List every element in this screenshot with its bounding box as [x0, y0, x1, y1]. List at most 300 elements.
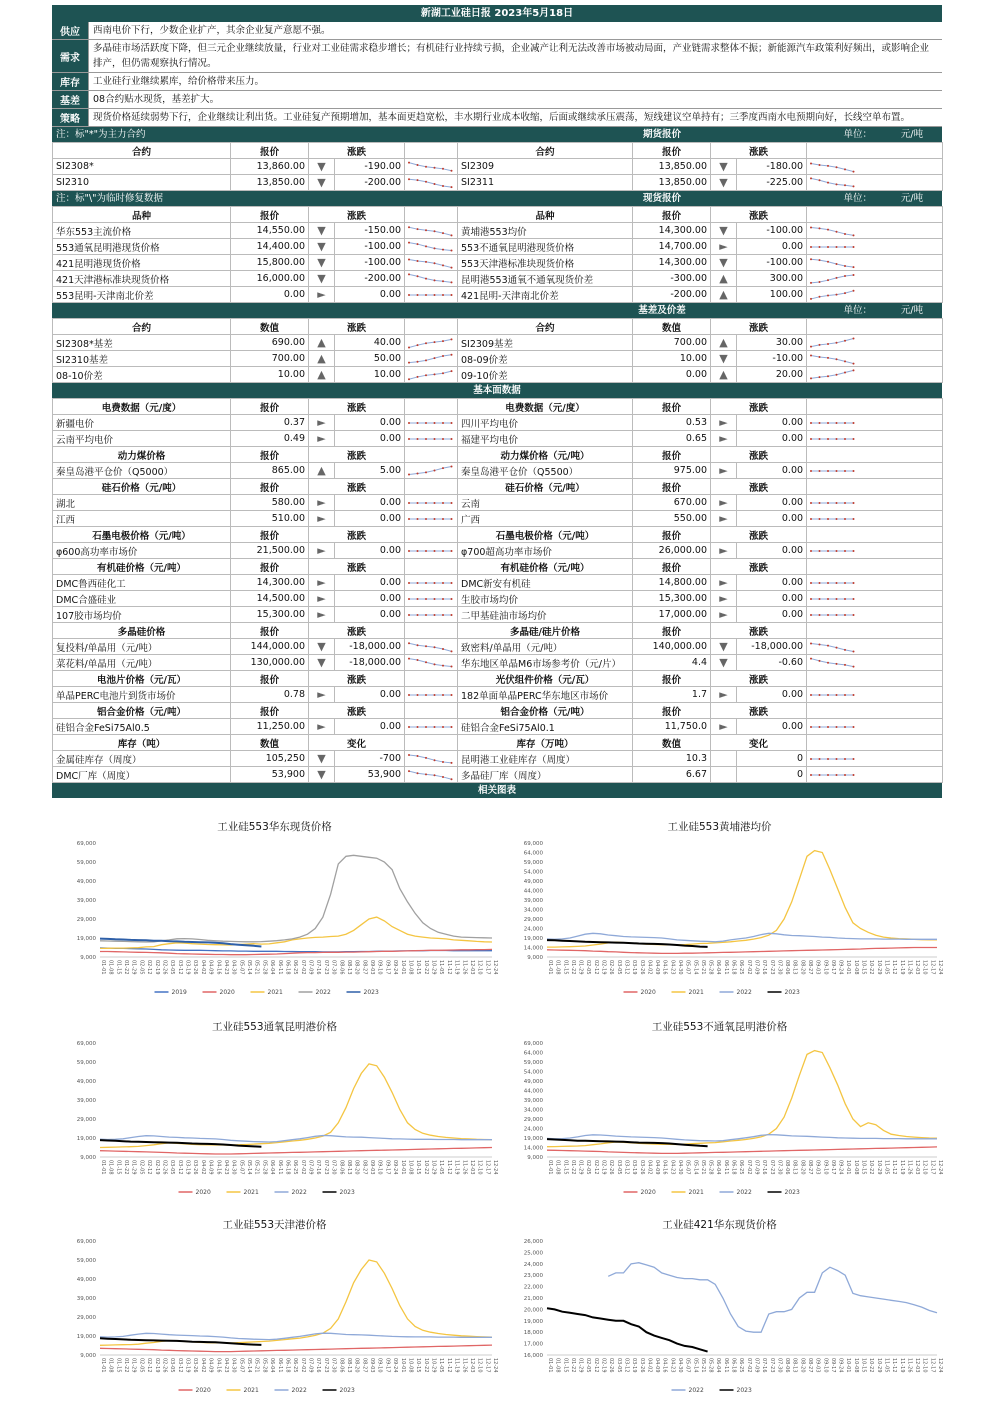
table-row	[53, 415, 943, 431]
sparkline-point	[836, 246, 838, 248]
arrow-up-icon: ▲	[317, 463, 326, 477]
x-tick-label: 04-02	[646, 1160, 653, 1175]
trend-arrow-cell	[711, 175, 737, 191]
sparkline-cell	[405, 175, 458, 191]
sparkline-point	[434, 550, 436, 552]
x-tick-label: 10-29	[430, 960, 437, 975]
y-tick-label: 69,000	[523, 1041, 543, 1047]
sparkline-point	[810, 226, 812, 228]
item-change: -100.00	[737, 223, 807, 239]
x-tick-label: 05-07	[684, 1160, 691, 1175]
strategy-text: 工业硅行业继续累库，给价格带来压力。	[88, 73, 942, 90]
x-tick-label: 11-19	[453, 1160, 460, 1175]
sparkline-point	[810, 438, 812, 440]
sparkline-point	[408, 473, 410, 475]
sparkline-path	[409, 162, 452, 170]
item-value: 10.00	[231, 367, 309, 383]
item-change: 0.00	[335, 415, 405, 431]
sparkline-point	[451, 438, 453, 440]
item-value: 550.00	[633, 511, 711, 527]
sparkline-point	[819, 227, 821, 229]
sparkline-point	[451, 614, 453, 616]
table-row	[53, 751, 943, 767]
x-tick-label: 10-15	[415, 1358, 422, 1373]
item-value: 13,850.00	[633, 175, 711, 191]
arrow-down-icon: ▼	[317, 175, 326, 189]
sparkline-point	[434, 598, 436, 600]
x-tick-label: 10-29	[875, 960, 882, 975]
y-tick-label: 64,000	[523, 850, 543, 857]
sparkline-point	[417, 502, 419, 504]
x-tick-label: 10-15	[415, 1160, 422, 1175]
y-tick-label: 69,000	[76, 1239, 96, 1245]
sparkline-point	[417, 438, 419, 440]
arrow-up-icon: ▲	[317, 351, 326, 365]
x-tick-label: 07-16	[761, 1160, 768, 1175]
sparkline-point	[827, 758, 829, 760]
arrow-right-icon: ►	[719, 463, 728, 477]
sparkline-point	[810, 657, 812, 659]
item-value: 580.00	[231, 495, 309, 511]
sparkline	[807, 640, 859, 654]
x-tick-label: 09-24	[837, 1160, 844, 1175]
x-tick-label: 04-09	[654, 960, 661, 975]
sparkline-point	[451, 582, 453, 584]
item-change: 0.00	[737, 543, 807, 559]
sparkline-cell	[405, 687, 458, 703]
arrow-right-icon: ►	[719, 607, 728, 621]
header-value: 数值	[231, 735, 309, 751]
item-change: 0.00	[737, 463, 807, 479]
sparkline-point	[408, 550, 410, 552]
item-name: SI2308*基差	[53, 335, 231, 351]
report	[52, 5, 942, 798]
series-line-2020	[100, 1345, 492, 1352]
y-tick-label: 49,000	[523, 879, 543, 885]
sparkline-cell	[807, 239, 943, 255]
x-tick-label: 05-28	[707, 960, 714, 975]
sparkline	[807, 432, 859, 446]
sparkline	[807, 496, 859, 510]
chart-4	[52, 1203, 497, 1401]
trend-arrow-cell	[309, 655, 335, 671]
table-header-row	[53, 143, 943, 159]
sparkline-point	[844, 422, 846, 424]
y-tick-label: 19,000	[76, 936, 96, 942]
y-tick-label: 9,000	[527, 955, 543, 961]
y-tick-label: 29,000	[523, 917, 543, 923]
sparkline-point	[836, 774, 838, 776]
sparkline-point	[451, 249, 453, 251]
header-value: 数值	[633, 319, 711, 335]
sparkline	[807, 288, 859, 302]
item-value: 26,000.00	[633, 543, 711, 559]
spot-bar	[52, 191, 942, 206]
sparkline-cell	[405, 271, 458, 287]
x-tick-label: 05-28	[261, 1160, 268, 1175]
y-tick-label: 29,000	[76, 917, 96, 923]
sparkline-point	[853, 289, 855, 291]
y-tick-label: 64,000	[523, 1050, 543, 1057]
x-tick-label: 08-06	[784, 960, 791, 975]
sparkline-point	[451, 550, 453, 552]
sparkline-point	[810, 162, 812, 164]
x-tick-label: 03-19	[631, 1160, 638, 1175]
table-header-row	[53, 447, 943, 463]
item-value: 15,300.00	[633, 591, 711, 607]
table-header-row	[53, 623, 943, 639]
strategy-text: 西南电价下行，少数企业扩产，其余企业复产意愿不强。	[88, 22, 942, 39]
item-change: 5.00	[335, 463, 405, 479]
x-tick-label: 10-01	[845, 960, 852, 975]
spot-unit-label: 单位：	[843, 193, 872, 204]
sparkline-point	[442, 438, 444, 440]
sparkline-point	[844, 726, 846, 728]
sparkline-point	[844, 663, 846, 665]
item-change: -100.00	[737, 255, 807, 271]
x-tick-label: 11-26	[906, 960, 913, 975]
header-change: 涨跌	[309, 399, 405, 415]
item-name: 福建平均电价	[458, 431, 633, 447]
sparkline-point	[819, 659, 821, 661]
sparkline-point	[853, 234, 855, 236]
arrow-down-icon: ▼	[719, 159, 728, 173]
header-spacer	[405, 447, 458, 463]
x-tick-label: 05-14	[246, 1358, 253, 1373]
item-name: SI2310基差	[53, 351, 231, 367]
x-tick-label: 01-08	[554, 960, 561, 975]
x-tick-label: 12-03	[468, 1358, 475, 1373]
x-tick-label: 05-21	[699, 960, 706, 975]
sparkline-path	[409, 466, 452, 474]
sparkline-point	[819, 295, 821, 297]
sparkline	[807, 512, 859, 526]
x-tick-label: 12-03	[914, 1160, 921, 1175]
sparkline-point	[425, 165, 427, 167]
trend-arrow-cell	[309, 607, 335, 623]
sparkline-point	[434, 614, 436, 616]
sparkline-point	[810, 470, 812, 472]
table-row	[53, 367, 943, 383]
x-tick-label: 04-30	[230, 1160, 237, 1175]
sparkline-point	[844, 694, 846, 696]
y-tick-label: 29,000	[76, 1117, 96, 1123]
trend-arrow-cell	[711, 351, 737, 367]
spot-table	[52, 206, 943, 303]
y-tick-label: 39,000	[76, 1098, 96, 1104]
sparkline-point	[451, 694, 453, 696]
x-tick-label: 05-07	[684, 1358, 691, 1373]
y-tick-label: 9,000	[80, 1155, 96, 1161]
sparkline-point	[819, 246, 821, 248]
sparkline-point	[442, 518, 444, 520]
y-tick-label: 24,000	[523, 926, 543, 933]
x-tick-label: 04-23	[222, 1160, 229, 1175]
sparkline-point	[844, 184, 846, 186]
x-tick-label: 06-25	[292, 1160, 299, 1175]
y-tick-label: 24,000	[523, 1126, 543, 1133]
sparkline-point	[810, 354, 812, 356]
sparkline	[405, 432, 457, 446]
header-value: 数值	[231, 319, 309, 335]
x-tick-label: 03-19	[184, 1358, 191, 1373]
sparkline	[807, 272, 859, 286]
sparkline-point	[827, 518, 829, 520]
trend-arrow-cell	[711, 159, 737, 175]
sparkline-path	[409, 354, 452, 362]
x-tick-label: 03-12	[623, 1160, 630, 1175]
sparkline-point	[844, 598, 846, 600]
header-spacer	[807, 447, 943, 463]
sparkline-point	[853, 246, 855, 248]
series-line-2020	[547, 1147, 937, 1154]
arrow-up-icon: ▲	[719, 271, 728, 285]
item-name: 湖北	[53, 495, 231, 511]
sparkline-point	[451, 338, 453, 340]
sparkline-cell	[807, 607, 943, 623]
x-tick-label: 03-19	[631, 960, 638, 975]
sparkline-point	[442, 664, 444, 666]
item-value: 16,000.00	[231, 271, 309, 287]
x-tick-label: 05-14	[692, 1358, 699, 1373]
sparkline-point	[819, 758, 821, 760]
sparkline-point	[836, 183, 838, 185]
x-tick-label: 02-05	[138, 960, 145, 975]
sparkline-path	[811, 370, 854, 378]
table-header-row	[53, 527, 943, 543]
trend-arrow-cell	[309, 495, 335, 511]
x-tick-label: 02-26	[161, 1160, 168, 1175]
header-change: 涨跌	[711, 527, 807, 543]
x-tick-label: 04-23	[222, 1358, 229, 1373]
item-change: -200.00	[335, 175, 405, 191]
item-value: 690.00	[231, 335, 309, 351]
x-tick-label: 11-19	[898, 960, 905, 975]
sparkline-cell	[405, 751, 458, 767]
sparkline	[807, 752, 859, 766]
sparkline-point	[853, 726, 855, 728]
sparkline-point	[425, 756, 427, 758]
trend-arrow-cell	[711, 287, 737, 303]
spot-section	[52, 191, 942, 303]
x-tick-label: 04-30	[677, 960, 683, 975]
sparkline-cell	[405, 575, 458, 591]
sparkline-point	[425, 229, 427, 231]
trend-arrow-cell	[711, 335, 737, 351]
x-tick-label: 04-16	[215, 960, 222, 975]
sparkline-point	[425, 342, 427, 344]
chart-3	[497, 1005, 942, 1203]
header-name: 有机硅价格（元/吨）	[458, 559, 633, 575]
x-tick-label: 12-03	[468, 960, 475, 975]
arrow-down-icon: ▼	[317, 239, 326, 253]
sparkline-point	[819, 280, 821, 282]
table-row	[53, 639, 943, 655]
item-change: 0.00	[737, 495, 807, 511]
sparkline-point	[451, 234, 453, 236]
x-tick-label: 01-01	[547, 1160, 553, 1175]
item-value: 14,300.00	[633, 255, 711, 271]
sparkline-cell	[405, 223, 458, 239]
x-tick-label: 02-12	[592, 1358, 599, 1373]
table-header-row	[53, 207, 943, 223]
sparkline-point	[853, 694, 855, 696]
x-tick-label: 08-13	[345, 1160, 352, 1175]
sparkline-point	[819, 726, 821, 728]
sparkline-point	[434, 294, 436, 296]
x-tick-label: 09-03	[814, 1358, 821, 1373]
sparkline	[405, 256, 457, 270]
legend-label: 2021	[688, 989, 704, 996]
sparkline-point	[810, 614, 812, 616]
sparkline-point	[853, 362, 855, 364]
x-tick-label: 01-22	[123, 1160, 130, 1175]
sparkline-point	[434, 357, 436, 359]
sparkline-point	[853, 170, 855, 172]
x-tick-label: 08-13	[791, 1358, 798, 1373]
trend-arrow-cell	[309, 175, 335, 191]
item-change: 10.00	[335, 367, 405, 383]
trend-arrow-cell	[309, 367, 335, 383]
sparkline-point	[408, 422, 410, 424]
arrow-right-icon: ►	[719, 239, 728, 253]
x-tick-label: 07-02	[299, 1160, 306, 1175]
x-tick-label: 02-05	[585, 1358, 592, 1373]
chart-title: 工业硅553不通氧昆明港价格	[651, 1021, 788, 1033]
item-change: 0	[737, 751, 807, 767]
sparkline-point	[425, 614, 427, 616]
y-tick-label: 39,000	[76, 1296, 96, 1302]
x-tick-label: 08-27	[361, 1358, 368, 1373]
y-tick-label: 9,000	[80, 1353, 96, 1359]
y-tick-label: 29,000	[76, 1315, 96, 1321]
trend-arrow-cell	[309, 591, 335, 607]
sparkline-point	[827, 181, 829, 183]
sparkline-point	[836, 726, 838, 728]
spot-unit: 元/吨	[900, 193, 924, 204]
sparkline	[807, 256, 859, 270]
sparkline-point	[425, 260, 427, 262]
chart-2	[52, 1005, 497, 1203]
item-value: 0.65	[633, 431, 711, 447]
x-tick-label: 09-10	[376, 960, 383, 975]
y-tick-label: 49,000	[76, 1277, 96, 1283]
sparkline	[405, 592, 457, 606]
sparkline-point	[819, 376, 821, 378]
x-tick-label: 04-23	[669, 960, 676, 975]
item-change: 0.00	[737, 719, 807, 735]
sparkline-point	[827, 260, 829, 262]
item-name: DMC新安有机硅	[458, 575, 633, 591]
x-tick-label: 10-29	[430, 1160, 437, 1175]
series-line-2021	[100, 1260, 492, 1345]
item-value: -200.00	[633, 287, 711, 303]
x-tick-label: 02-05	[585, 960, 592, 975]
y-tick-label: 9,000	[527, 1155, 543, 1161]
trend-arrow-cell	[711, 271, 737, 287]
x-tick-label: 09-10	[376, 1358, 383, 1373]
x-tick-label: 06-25	[738, 960, 745, 975]
y-tick-label: 18,000	[523, 1330, 543, 1337]
item-value: 11,750.0	[633, 719, 711, 735]
x-tick-label: 10-22	[422, 1358, 429, 1373]
trend-arrow-cell	[711, 575, 737, 591]
sparkline-point	[451, 778, 453, 780]
sparkline-point	[451, 422, 453, 424]
x-tick-label: 10-15	[415, 960, 422, 975]
arrow-down-icon: ▼	[317, 655, 326, 669]
x-tick-label: 01-29	[130, 960, 137, 975]
sparkline-point	[853, 502, 855, 504]
x-tick-label: 04-30	[230, 960, 237, 975]
item-name: 新疆电价	[53, 415, 231, 431]
header-value: 报价	[231, 623, 309, 639]
sparkline	[405, 240, 457, 254]
header-spacer	[405, 207, 458, 223]
sparkline-point	[425, 645, 427, 647]
header-name: 多晶硅/硅片价格	[458, 623, 633, 639]
charts-area	[52, 805, 942, 1400]
sparkline-point	[810, 177, 812, 179]
item-change: 30.00	[737, 335, 807, 351]
header-spacer	[405, 703, 458, 719]
item-value: 14,800.00	[633, 575, 711, 591]
sparkline-point	[827, 438, 829, 440]
sparkline-point	[810, 758, 812, 760]
sparkline-point	[408, 518, 410, 520]
y-tick-label: 9,000	[80, 955, 96, 961]
spot-title: 现货报价	[642, 193, 681, 204]
header-spacer	[807, 319, 943, 335]
sparkline-point	[417, 582, 419, 584]
item-name: 云南平均电价	[53, 431, 231, 447]
sparkline-cell	[807, 767, 943, 783]
sparkline-point	[408, 502, 410, 504]
sparkline-point	[425, 180, 427, 182]
item-change: 0.00	[737, 431, 807, 447]
header-spacer	[405, 479, 458, 495]
item-name: 553通氧昆明港现货价格	[53, 239, 231, 255]
item-change: 0.00	[737, 415, 807, 431]
spot-note: 注：标"\"为临时修复数据	[56, 193, 163, 204]
sparkline-path	[409, 771, 452, 779]
header-change: 涨跌	[309, 527, 405, 543]
sparkline-point	[408, 258, 410, 260]
sparkline-point	[442, 422, 444, 424]
sparkline-point	[417, 598, 419, 600]
y-tick-label: 21,000	[523, 1296, 543, 1302]
y-tick-label: 39,000	[523, 1098, 543, 1104]
header-spacer	[807, 559, 943, 575]
x-tick-label: 12-10	[476, 960, 483, 975]
arrow-right-icon: ►	[317, 415, 326, 429]
sparkline-point	[819, 582, 821, 584]
sparkline-point	[844, 292, 846, 294]
sparkline-cell	[807, 719, 943, 735]
x-tick-label: 11-05	[438, 1358, 445, 1373]
sparkline-point	[442, 355, 444, 357]
x-tick-label: 03-26	[192, 1358, 199, 1373]
sparkline-point	[434, 247, 436, 249]
sparkline-point	[451, 281, 453, 283]
x-tick-label: 01-22	[569, 1358, 576, 1373]
chart-title: 工业硅553黄埔港均价	[667, 821, 772, 833]
x-tick-label: 03-26	[638, 960, 645, 975]
header-spacer	[405, 399, 458, 415]
table-row	[53, 511, 943, 527]
sparkline-path	[409, 227, 452, 235]
trend-arrow-cell	[711, 591, 737, 607]
